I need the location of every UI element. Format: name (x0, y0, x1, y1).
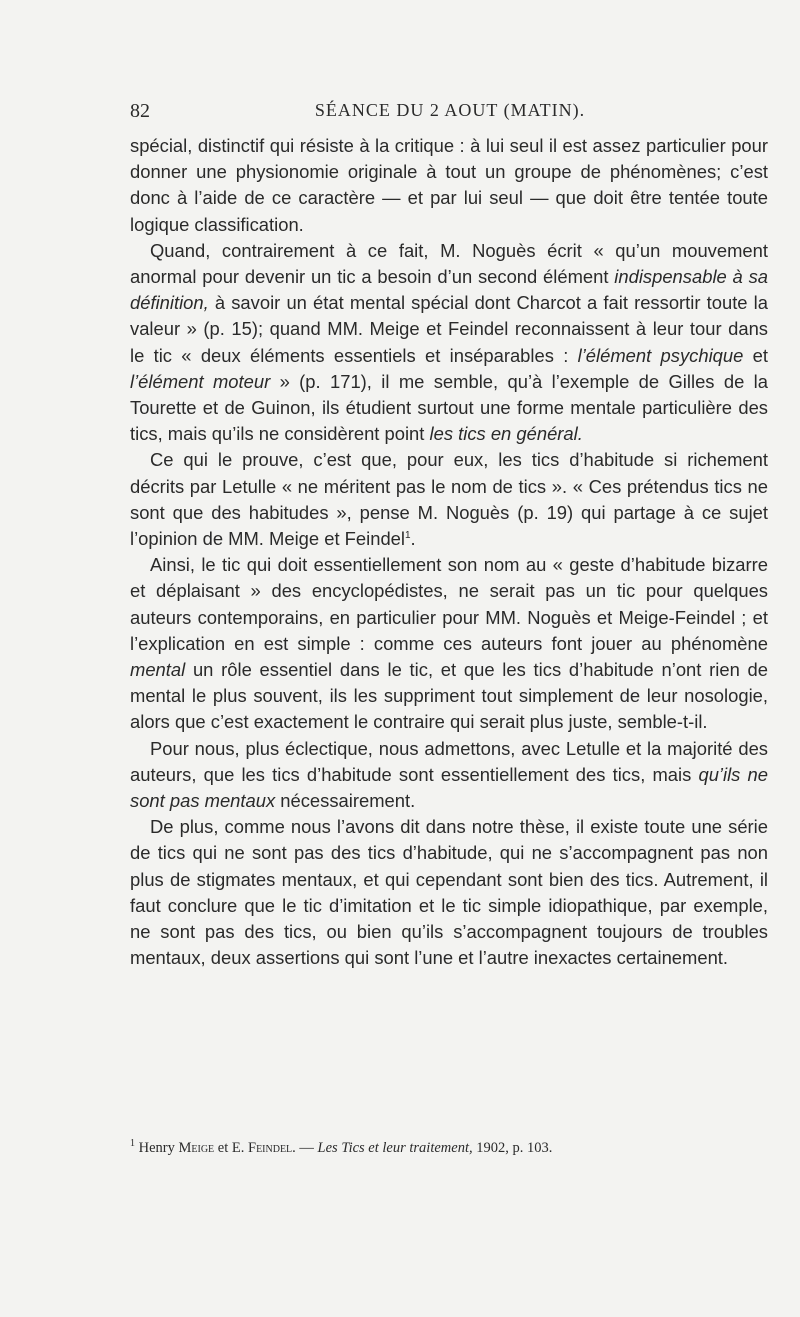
footnote (130, 1138, 770, 1158)
footnote-text: et E. (214, 1140, 248, 1156)
paragraph-1 (130, 133, 768, 238)
emphasis: mental (130, 659, 186, 681)
paragraph-text: » (p. 171), il me semble, qu’à l’exemple de Gilles de la Tourette et de Guinon, ils étudient surtout une forme mentale particulière des tics, mais qu’ils ne considèrent point (130, 370, 768, 445)
paragraph-2 (130, 238, 768, 448)
paragraph-text: et (743, 344, 768, 366)
paragraph-text: un rôle essentiel dans le tic, et que les tics d’habitude n’ont rien de mental le plus souvent, ils les suppriment tout simplement de leur nosologie, alors que c’est exactement le contraire qui serait plus juste, semble-t-il. (130, 659, 768, 733)
paragraph-text: De plus, comme nous l’avons dit dans notre thèse, il existe toute une série de tics qui ne sont pas des tics d’habitude, qui ne s’accompagnent pas non plus de stigmates mentaux, et qui cependant sont bien des tics. Autrement, il faut conclure que le tic d’imitation et le tic simple idiopathique, par exemple, ne sont pas des tics, ou bien qu’ils s’accompagnent toujours de troubles mentaux, deux assertions qui sont l’une et l’autre inexactes certainement. (130, 816, 768, 969)
running-head: SÉANCE DU 2 AOUT (MATIN). (314, 100, 586, 120)
footnote-title: Les Tics et leur traitement, (317, 1140, 473, 1156)
paragraph-3 (130, 447, 768, 552)
emphasis: indispensable à sa définition, (130, 266, 768, 314)
paragraph-text: Ainsi, le tic qui doit essentiellement son nom au « geste d’habitude bizarre et déplaisant » des encyclopédistes, ne serait pas un tic pour quelques auteurs contemporains, en particulier pour MM. Noguès et Meige-Feindel ; et l’explication en est simple : comme ces auteurs font jouer au phénomène (130, 554, 768, 654)
paragraph-5 (130, 736, 768, 815)
emphasis: l’élément psychique (577, 344, 744, 366)
footnote-ref: 1 (404, 529, 411, 541)
emphasis: l’élément moteur (130, 370, 271, 392)
paragraph-text: Pour nous, plus éclectique, nous admettons, avec Letulle et la majorité des auteurs, que les tics d’habitude sont essentiellement des tics, mais (130, 737, 768, 785)
paragraph-6 (130, 814, 768, 971)
page-header (130, 100, 770, 128)
footnote-text: Henry (138, 1140, 179, 1156)
page-number: 82 (130, 100, 150, 122)
paragraph-text: Quand, contrairement à ce fait, M. Noguès écrit « qu’un mouvement anormal pour devenir un tic a besoin d’un second élément (130, 239, 768, 288)
emphasis: les tics en général. (429, 423, 583, 445)
footnote-author: Feindel (248, 1140, 293, 1156)
paragraph-text: Ce qui le prouve, c’est que, pour eux, les tics d’habitude si richement décrits par Letulle « ne méritent pas le nom de tics ». « Ces prétendus tics ne sont que des habitudes », pense M. Noguès (p. 19) qui partage à ce sujet l’opinion de MM. Meige et Feindel (130, 449, 768, 550)
footnote-text: 1902, p. 103. (472, 1140, 553, 1156)
footnote-marker: 1 (130, 1138, 135, 1150)
footnote-text: . — (292, 1140, 318, 1156)
paragraph-text: spécial, distinctif qui résiste à la critique : à lui seul il est assez particulier pour donner une physionomie originale à tout un groupe de phénomènes; c’est donc à l’aide de ce caractère — et par lui seul — que doit être tentée toute logique classification. (130, 135, 768, 235)
emphasis: qu’ils ne sont pas mentaux (130, 763, 768, 812)
body-text (130, 133, 768, 972)
paragraph-text: nécessairement. (275, 790, 416, 812)
paragraph-text: . (410, 528, 416, 550)
paragraph-text: à savoir un état mental spécial dont Charcot a fait ressortir toute la valeur » (p. 15); quand MM. Meige et Feindel reconnaissent à leur tour dans le tic « deux éléments essentiels et inséparables : (130, 292, 768, 366)
footnote-author: Meige (178, 1140, 215, 1156)
paragraph-4 (130, 552, 768, 735)
